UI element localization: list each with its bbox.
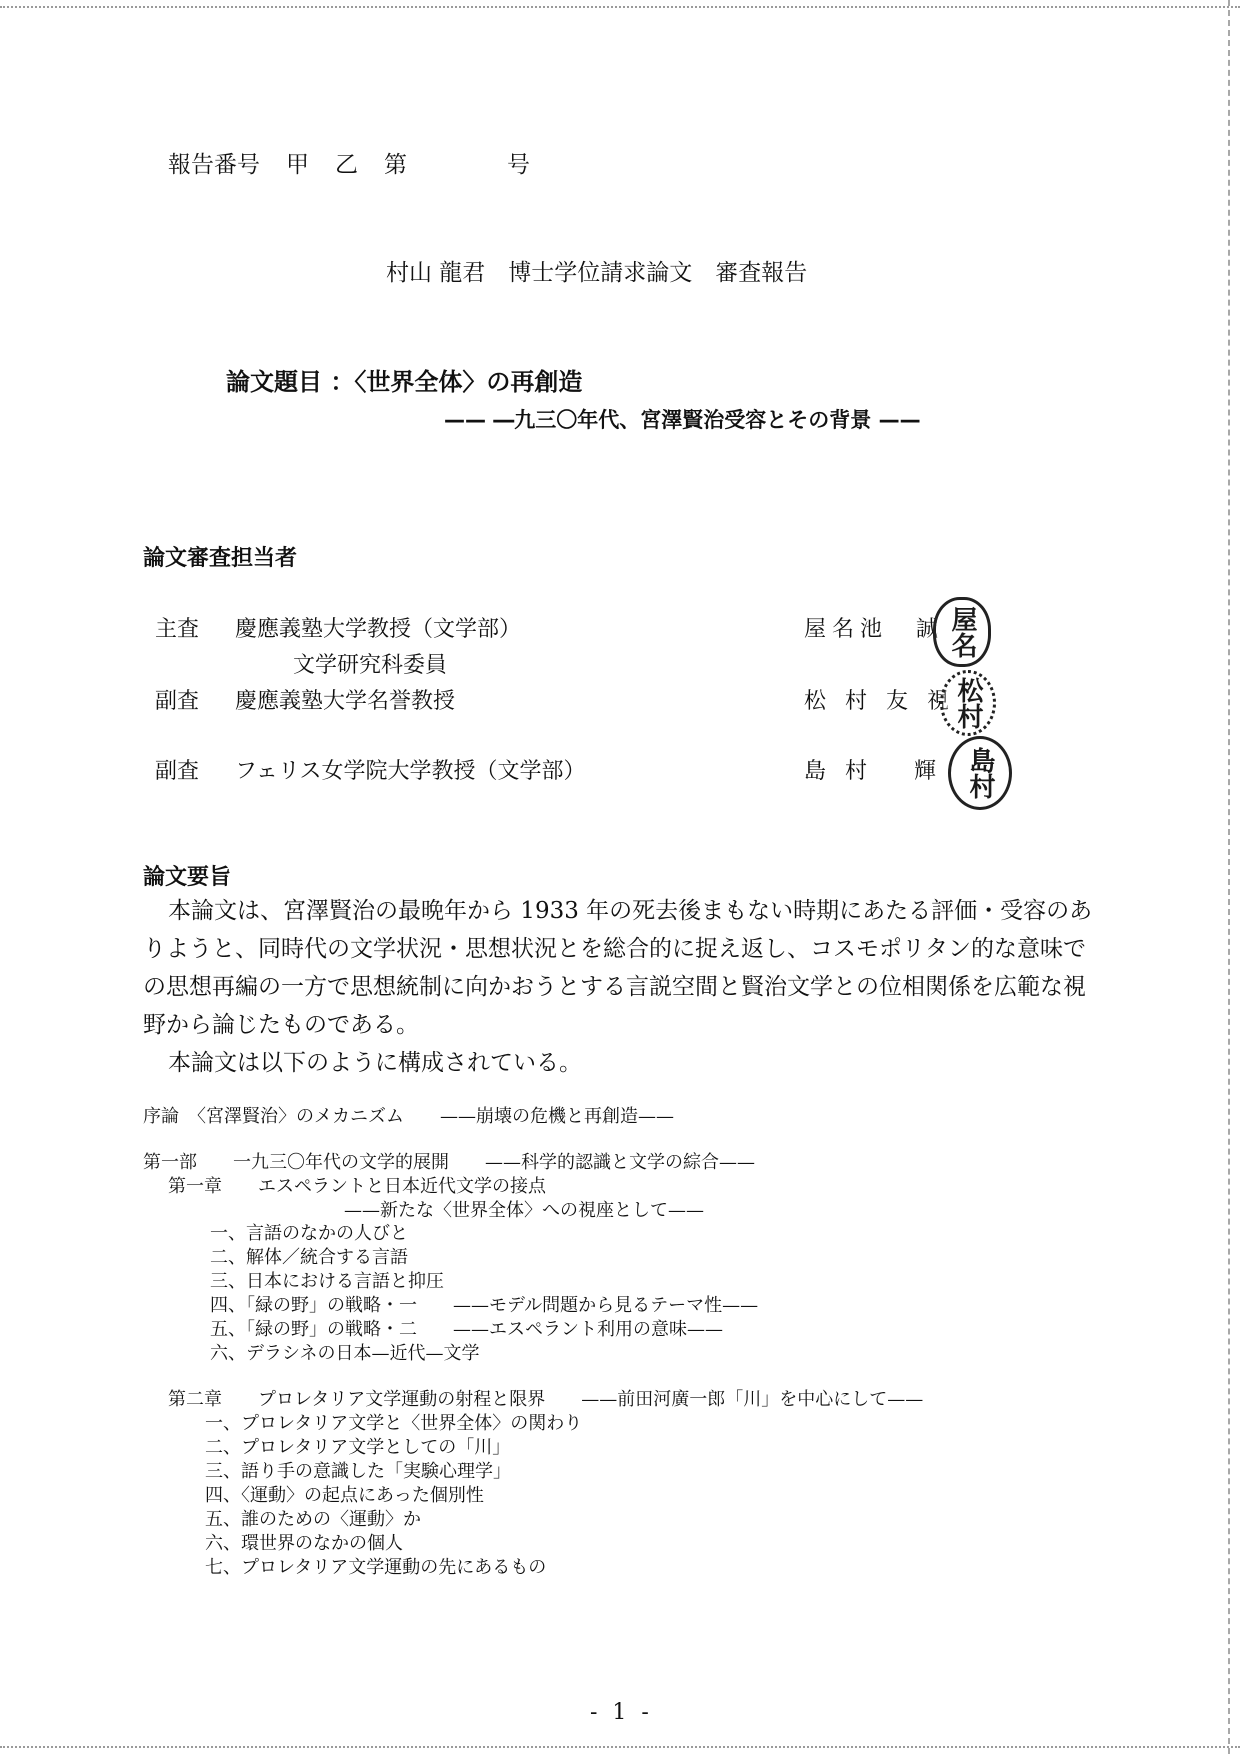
toc-chapter2: 第二章 プロレタリア文学運動の射程と限界 ——前田河廣一郎「川」を中心にして——: [168, 1389, 924, 1410]
toc-chapter1: 第一章 エスペラントと日本近代文学の接点: [168, 1176, 546, 1197]
toc-section: 六、デラシネの日本—近代—文学: [210, 1343, 480, 1364]
examiner-affiliation: 慶應義塾大学教授（文学部）: [235, 617, 522, 642]
summary-paragraph: 本論文は、宮澤賢治の最晩年から 1933 年の死去後まもない時期にあたる評価・受容のありようと、同時代の文学状況・思想状況とを総合的に捉え返し、コスモポリタン的な意味での思想再編の一方で思想統制に向かおうとする言説空間と賢治文学との位相関係を広範な視野から論じたものである。: [143, 898, 1093, 1038]
report-label: 報告番号: [168, 152, 260, 178]
examiner-row-sub1: [155, 684, 455, 715]
examiner-row-chief: [155, 612, 521, 643]
summary-body: [143, 892, 1103, 1082]
summary-paragraph: 本論文は以下のように構成されている。: [168, 1050, 582, 1076]
toc-section: 四、「緑の野」の戦略・一 ——モデル問題から見るテーマ性——: [210, 1295, 759, 1316]
toc-section: 二、プロレタリア文学としての「川」: [205, 1437, 511, 1458]
go-label: 号: [507, 152, 530, 178]
report-number-line: [168, 146, 530, 179]
toc-section: 六、環世界のなかの個人: [205, 1533, 403, 1554]
thesis-subtitle: —— ―九三〇年代、宮澤賢治受容とその背景 ——: [444, 408, 921, 432]
page-number: - 1 -: [590, 1700, 653, 1725]
seal-stamp-shimamura: 島村: [948, 736, 1012, 810]
scan-edge-bottom: [0, 1746, 1240, 1754]
summary-heading: 論文要旨: [143, 865, 232, 890]
examiners-heading: 論文審査担当者: [143, 546, 298, 571]
examiner-affiliation-2: 文学研究科委員: [293, 653, 448, 678]
kind-ko: 甲: [286, 152, 309, 178]
toc-section: 五、「緑の野」の戦略・二 ——エスペラント利用の意味——: [210, 1319, 723, 1340]
examiner-affiliation: 慶應義塾大学名誉教授: [235, 689, 456, 714]
examiner-name: 松 村 友 視: [804, 689, 955, 714]
toc-section: 一、プロレタリア文学と〈世界全体〉の関わり: [205, 1413, 583, 1434]
seal-stamp-matsumura: 松村: [940, 670, 996, 736]
kind-otsu: 乙: [335, 152, 358, 178]
thesis-title: 論文題目 ：〈世界全体〉の再創造: [226, 368, 583, 396]
toc-section: 四、〈運動〉の起点にあった個別性: [205, 1485, 484, 1506]
report-title: 村山 龍君 博士学位請求論文 審査報告: [386, 260, 808, 286]
seal-stamp-yanaike: 屋名: [933, 597, 991, 667]
toc-section: 三、語り手の意識した「実験心理学」: [205, 1461, 511, 1482]
examiner-affiliation: フェリス女学院大学教授（文学部）: [235, 759, 586, 784]
toc-section: 二、解体／統合する言語: [210, 1247, 408, 1268]
toc-section: 一、言語のなかの人びと: [210, 1223, 408, 1244]
examiner-row-sub2: [155, 754, 585, 785]
examiner-role: 副査: [155, 759, 200, 784]
toc-section: 五、誰のための〈運動〉か: [205, 1509, 421, 1530]
examiner-role: 主査: [155, 617, 200, 642]
toc-part1: 第一部 一九三〇年代の文学的展開 ——科学的認識と文学の綜合——: [143, 1152, 755, 1173]
toc-section: 三、日本における言語と抑圧: [210, 1271, 444, 1292]
examiner-name: 島 村 輝: [804, 759, 942, 784]
examiner-role: 副査: [155, 689, 200, 714]
scan-edge-right: [1228, 0, 1240, 1754]
toc-section: 七、プロレタリア文学運動の先にあるもの: [205, 1557, 547, 1578]
toc-chapter1-subtitle: ——新たな〈世界全体〉への視座として——: [344, 1200, 704, 1221]
examiner-name: 屋名池 誠: [804, 617, 945, 642]
dai-label: 第: [384, 152, 407, 178]
scan-edge-top: [0, 0, 1240, 8]
toc-intro: 序論 〈宮澤賢治〉のメカニズム ——崩壊の危機と再創造——: [143, 1106, 674, 1127]
